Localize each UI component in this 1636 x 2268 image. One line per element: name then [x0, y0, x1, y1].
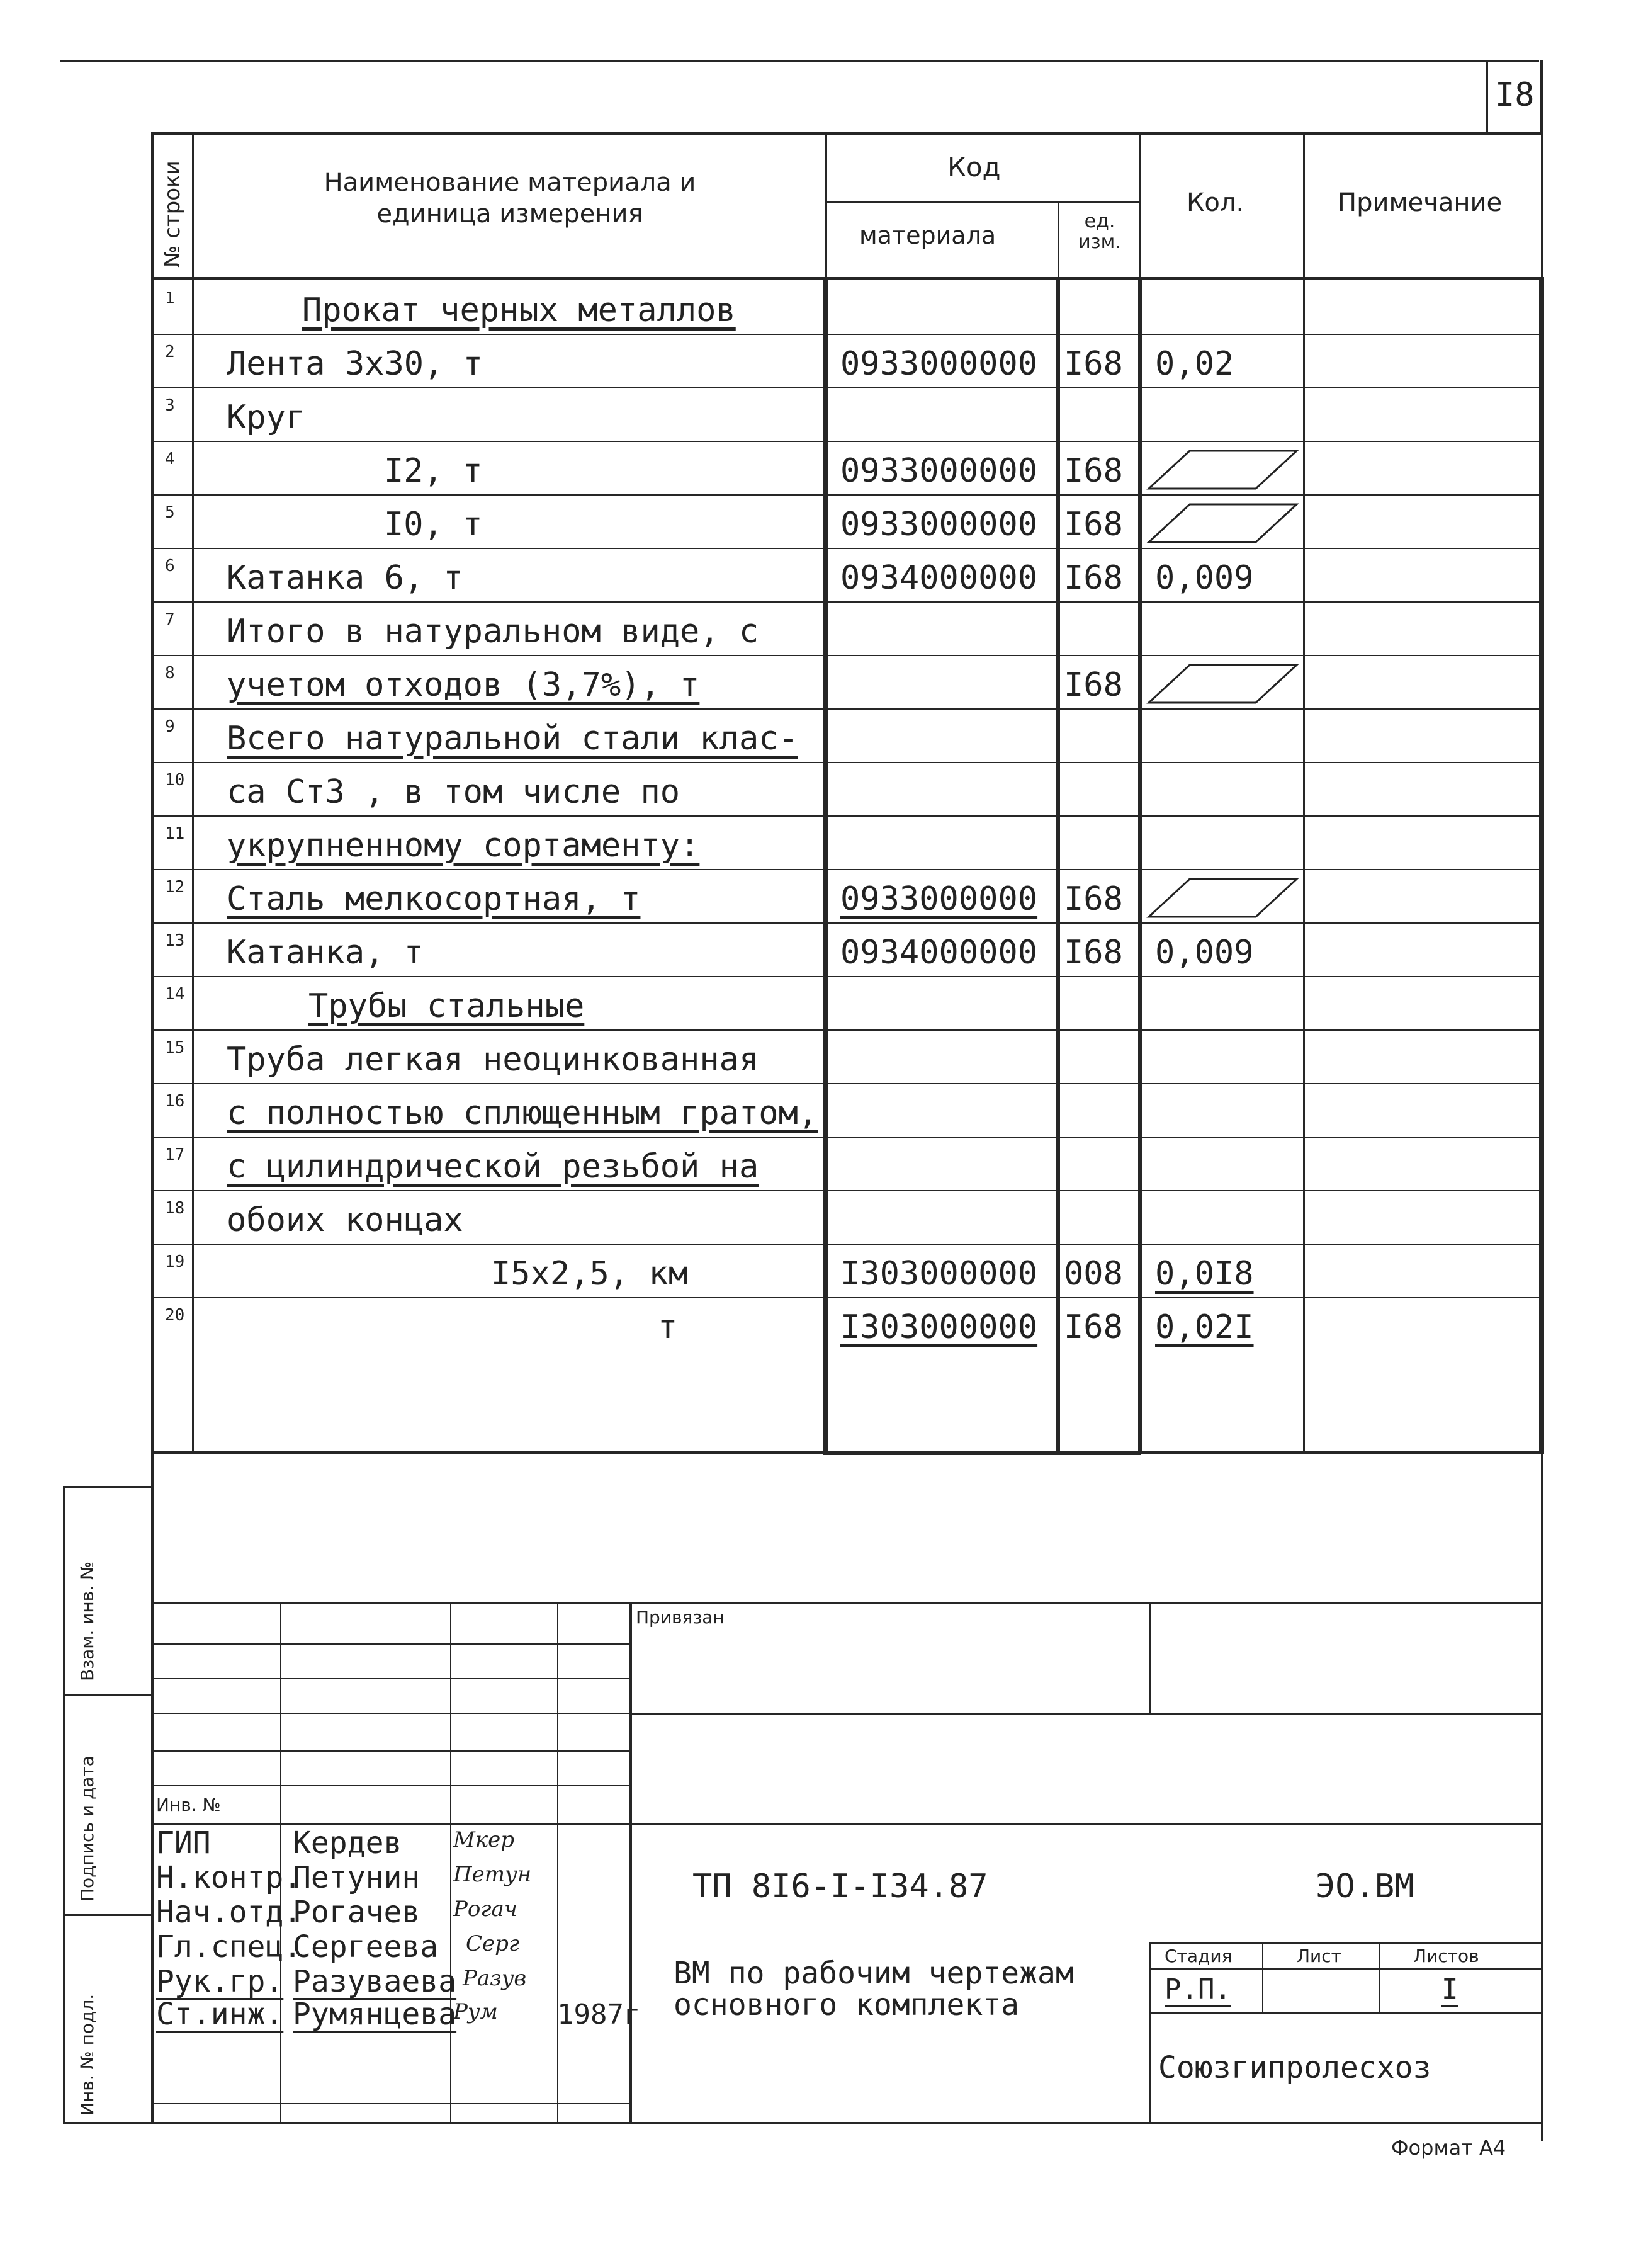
row-number-header: № строки — [160, 161, 185, 268]
material-name: Всего натуральной стали клас- — [227, 720, 798, 757]
material-name: Прокат черных металлов — [302, 292, 736, 329]
empty-qty-mark — [1142, 446, 1303, 493]
code-header: Код — [947, 152, 1001, 183]
document-mark: ЭО.ВМ — [1316, 1868, 1414, 1905]
material-name: I2, т — [384, 452, 483, 490]
row-number: 1 — [165, 289, 175, 308]
note-header: Примечание — [1338, 188, 1503, 217]
signer-name: Рогачев — [293, 1895, 420, 1930]
table-row — [0, 655, 1636, 708]
material-name: учетом отходов (3,7%), т — [227, 666, 700, 704]
material-name: Лента 3х30, т — [227, 345, 483, 383]
table-row — [0, 869, 1636, 922]
unit-header: ед. изм. — [1078, 210, 1121, 253]
row-number: 16 — [165, 1092, 185, 1111]
row-number: 9 — [165, 717, 175, 736]
table-row — [0, 1137, 1636, 1190]
row-number: 19 — [165, 1252, 185, 1271]
row-number: 10 — [165, 771, 185, 790]
qty-header: Кол. — [1187, 188, 1244, 217]
table-row — [0, 387, 1636, 441]
unit-code: I68 — [1064, 506, 1123, 543]
unit-code: I68 — [1064, 1308, 1123, 1346]
table-row — [0, 922, 1636, 976]
unit-code: I68 — [1064, 452, 1123, 490]
material-name: Сталь мелкосортная, т — [227, 880, 641, 918]
material-code: 0934000000 — [840, 559, 1038, 597]
signature: Рогач — [453, 1897, 517, 1922]
signature-date-label: Подпись и дата — [77, 1755, 98, 1902]
sheets-label: Листов — [1413, 1946, 1479, 1966]
table-row — [0, 1029, 1636, 1083]
table-row — [0, 1190, 1636, 1244]
signer-role: Н.контр. — [156, 1860, 302, 1895]
name-header: Наименование материала и единица измерения — [324, 168, 696, 229]
row-number: 3 — [165, 396, 175, 415]
signer-name: Румянцева — [293, 1997, 457, 2032]
material-code: 0933000000 — [840, 880, 1038, 918]
row-number: 12 — [165, 878, 185, 897]
inv-podl-label: Инв. № подл. — [77, 1993, 98, 2116]
material-name: Круг — [227, 399, 306, 436]
row-separator — [151, 334, 1542, 335]
material-code: I303000000 — [840, 1308, 1038, 1346]
organization: Союзгипролесхоз — [1158, 2050, 1431, 2085]
row-separator — [151, 1083, 1542, 1084]
row-separator — [151, 762, 1542, 763]
table-row — [0, 1244, 1636, 1297]
row-separator — [151, 976, 1542, 977]
material-name: т — [658, 1308, 678, 1346]
frame-top — [151, 132, 1542, 135]
row-separator — [151, 815, 1542, 817]
document-designation: ТП 8I6-I-I34.87 — [692, 1868, 988, 1905]
vzam-inv-label: Взам. инв. № — [77, 1561, 98, 1681]
row-number: 7 — [165, 610, 175, 629]
row-separator — [151, 494, 1542, 496]
row-separator — [151, 922, 1542, 924]
row-number: 18 — [165, 1199, 185, 1218]
row-separator — [151, 1137, 1542, 1138]
signature: Разув — [463, 1966, 527, 1991]
empty-qty-mark — [1142, 660, 1303, 707]
document-title-line1: ВМ по рабочим чертежам — [674, 1956, 1074, 1991]
row-number: 15 — [165, 1038, 185, 1057]
material-code: I303000000 — [840, 1255, 1038, 1293]
row-number: 5 — [165, 503, 175, 522]
table-row — [0, 762, 1636, 815]
material-name: Труба легкая неоцинкованная — [227, 1041, 759, 1079]
material-name: I0, т — [384, 506, 483, 543]
row-number: 13 — [165, 931, 185, 950]
material-code: 0934000000 — [840, 934, 1038, 972]
quantity: 0,009 — [1155, 934, 1254, 972]
row-number: 8 — [165, 664, 175, 683]
material-name: Итого в натуральном виде, с — [227, 613, 759, 650]
signer-name: Разуваева — [293, 1964, 457, 1999]
quantity: 0,0I8 — [1155, 1255, 1254, 1293]
unit-code: 008 — [1064, 1255, 1123, 1293]
unit-code: I68 — [1064, 934, 1123, 972]
row-separator — [151, 655, 1542, 656]
empty-qty-mark — [1142, 499, 1303, 547]
table-row — [0, 708, 1636, 762]
table-row — [0, 548, 1636, 601]
year: 1987г — [557, 1999, 641, 2031]
row-number: 11 — [165, 824, 185, 843]
quantity: 0,02I — [1155, 1308, 1254, 1346]
material-name: са Ст3 , в том числе по — [227, 773, 680, 811]
unit-code: I68 — [1064, 880, 1123, 918]
format-label: Формат А4 — [1391, 2136, 1506, 2160]
row-number: 6 — [165, 557, 175, 576]
sheet-number: I8 — [1495, 76, 1535, 114]
material-name: с полностью сплющенным гратом, — [227, 1094, 818, 1132]
material-name: обоих концах — [227, 1201, 463, 1239]
material-name: Трубы стальные — [308, 987, 585, 1025]
row-number: 20 — [165, 1306, 185, 1325]
signer-role: Рук.гр. — [156, 1964, 284, 1999]
table-row — [0, 601, 1636, 655]
material-code: 0933000000 — [840, 452, 1038, 490]
signer-name: Петунин — [293, 1860, 420, 1895]
row-number: 2 — [165, 343, 175, 361]
material-code: 0933000000 — [840, 345, 1038, 383]
row-separator — [151, 601, 1542, 603]
unit-code: I68 — [1064, 666, 1123, 704]
table-row — [0, 976, 1636, 1029]
material-code-header: материала — [859, 222, 996, 249]
material-name: Катанка, т — [227, 934, 424, 972]
signer-role: Гл.спец. — [156, 1929, 302, 1965]
table-row — [0, 1083, 1636, 1137]
material-name: с цилиндрической резьбой на — [227, 1148, 759, 1186]
row-separator — [151, 387, 1542, 388]
stage-label: Стадия — [1165, 1946, 1233, 1966]
table-row — [0, 494, 1636, 548]
sheet-label: Лист — [1297, 1946, 1341, 1966]
row-separator — [151, 548, 1542, 549]
table-row — [0, 815, 1636, 869]
unit-code: I68 — [1064, 345, 1123, 383]
material-code: 0933000000 — [840, 506, 1038, 543]
table-row — [0, 334, 1636, 387]
signature: Серг — [466, 1931, 520, 1956]
signer-name: Кердев — [293, 1825, 402, 1861]
signature: Петун — [453, 1862, 532, 1887]
sheets-value: I — [1441, 1973, 1458, 2005]
quantity: 0,009 — [1155, 559, 1254, 597]
row-separator — [151, 1190, 1542, 1191]
signer-role: ГИП — [156, 1825, 211, 1861]
row-separator — [151, 869, 1542, 870]
table-row — [0, 441, 1636, 494]
table-row — [0, 280, 1636, 334]
row-number: 17 — [165, 1145, 185, 1164]
row-separator — [151, 1244, 1542, 1245]
signer-name: Сергеева — [293, 1929, 439, 1965]
signer-role: Нач.отд. — [156, 1895, 302, 1930]
table-row — [0, 1297, 1636, 1351]
inv-no-label: Инв. № — [156, 1795, 221, 1815]
quantity: 0,02 — [1155, 345, 1234, 383]
row-separator — [151, 1297, 1542, 1298]
stage-value: Р.П. — [1165, 1973, 1231, 2005]
signature: Мкер — [453, 1827, 515, 1852]
row-separator — [151, 1029, 1542, 1031]
empty-qty-mark — [1142, 874, 1303, 921]
privyazan-label: Привязан — [636, 1607, 725, 1628]
top-border — [60, 60, 1539, 62]
material-name: укрупненному сортаменту: — [227, 827, 700, 865]
material-name: Катанка 6, т — [227, 559, 463, 597]
row-number: 4 — [165, 450, 175, 468]
signer-role: Ст.инж. — [156, 1997, 284, 2032]
row-separator — [151, 708, 1542, 710]
unit-code: I68 — [1064, 559, 1123, 597]
document-title-line2: основного комплекта — [674, 1987, 1020, 2022]
signature: Рум — [453, 1999, 498, 2024]
row-separator — [151, 441, 1542, 442]
material-name: I5x2,5, км — [491, 1255, 689, 1293]
row-number: 14 — [165, 985, 185, 1004]
